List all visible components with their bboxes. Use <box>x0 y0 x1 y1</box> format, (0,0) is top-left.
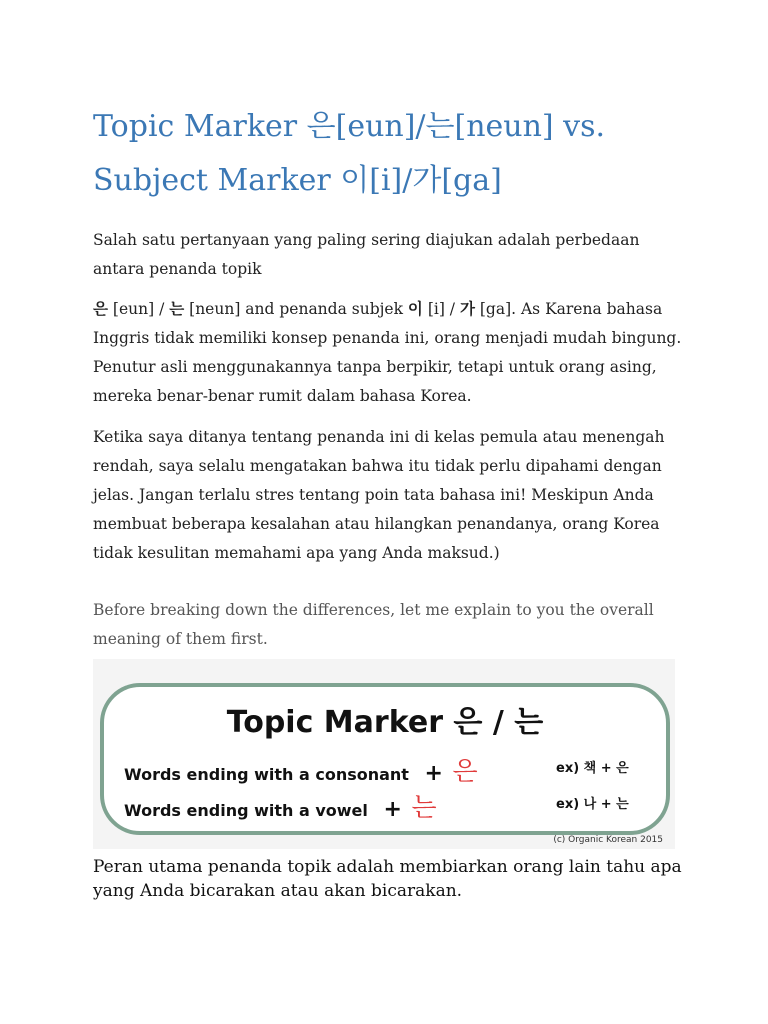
consonant-rule-row <box>124 751 478 788</box>
korean-ga: 가 <box>459 300 475 318</box>
marker-eun: 은 <box>452 757 478 787</box>
consonant-example: ex) 책 + 은 <box>556 761 629 776</box>
paragraph-markers <box>93 295 683 411</box>
paragraph-closing: Peran utama penanda topik adalah membiarkan orang lain tahu apa yang Anda bicarakan atau akan bicarakan. <box>93 857 682 901</box>
paragraph-english: Before breaking down the differences, let me explain to you the overall meaning of them first. <box>93 601 654 648</box>
vowel-rule-text: Words ending with a vowel <box>124 801 368 820</box>
text-segment: [ga]. As Karena bahasa Inggris tidak memiliki konsep penanda ini, orang menjadi mudah bingung. Penutur asli menggunakannya tanpa berpikir, tetapi untuk orang asing, mereka benar-benar rumit dalam bahasa Korea. <box>93 300 682 405</box>
korean-eun: 은 <box>93 300 108 318</box>
title-line-1: Topic Marker 은[eun]/는[neun] vs. <box>93 109 606 144</box>
title-line-2: Subject Marker 이[i]/가[ga] <box>93 163 502 198</box>
plus-icon: + <box>424 761 443 786</box>
paragraph-advice: Ketika saya ditanya tentang penanda ini di kelas pemula atau menengah rendah, saya selalu mengatakan bahwa itu tidak perlu dipahami dengan jelas. Jangan terlalu stres tentang poin tata bahasa ini! Meskipun Anda membuat beberapa kesalahan atau hilangkan penandanya, orang Korea tidak kesulitan memahami apa yang Anda maksud.) <box>93 428 665 562</box>
marker-neun: 는 <box>411 793 437 823</box>
plus-icon: + <box>383 797 402 822</box>
korean-i: 이 <box>407 300 423 318</box>
text-segment: [neun] and penanda subjek <box>184 300 408 318</box>
vowel-rule-row <box>124 787 437 824</box>
article-title <box>93 100 713 208</box>
figure-credit: (c) Organic Korean 2015 <box>553 835 663 845</box>
text-segment: [eun] / <box>107 300 170 318</box>
figure-title: Topic Marker 은 / 는 <box>226 705 544 740</box>
consonant-rule-text: Words ending with a consonant <box>124 765 409 784</box>
paragraph-intro: Salah satu pertanyaan yang paling sering diajukan adalah perbedaan antara penanda topik <box>93 231 640 278</box>
topic-marker-figure <box>93 659 675 849</box>
korean-neun: 는 <box>169 300 185 318</box>
figure-card <box>100 683 670 835</box>
vowel-example: ex) 나 + 는 <box>556 797 629 812</box>
text-segment: [i] / <box>422 300 460 318</box>
